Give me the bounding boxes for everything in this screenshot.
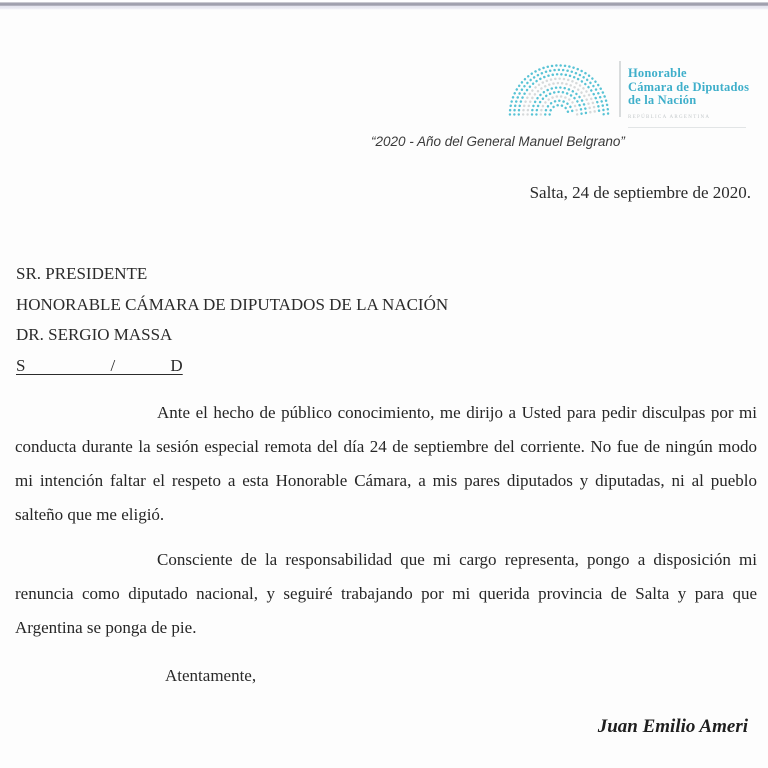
logo-divider — [619, 61, 621, 117]
recipient-title: SR. PRESIDENTE — [16, 264, 148, 283]
logo-title-line3: de la Nación — [628, 93, 697, 107]
recipient-institution: HONORABLE CÁMARA DE DIPUTADOS DE LA NACIÓN — [16, 294, 449, 314]
logo-title-line1: Honorable — [628, 66, 687, 80]
recipient-block — [16, 259, 448, 381]
date-line: Salta, 24 de septiembre de 2020. — [529, 183, 751, 202]
s-d-underline: S / D — [16, 355, 183, 375]
dotted-amphitheater-arch-icon — [506, 58, 612, 120]
logo-subtitle: REPÚBLICA ARGENTINA — [628, 111, 746, 129]
signature-name: Juan Emilio Ameri — [597, 716, 748, 737]
recipient-s-d-line — [16, 351, 448, 382]
chamber-of-deputies-logo — [506, 58, 749, 128]
recipient-name: DR. SERGIO MASSA — [16, 325, 173, 344]
year-motto: “2020 - Año del General Manuel Belgrano” — [371, 134, 625, 149]
top-border-band — [0, 0, 768, 10]
logo-title-line2: Cámara de Diputados — [628, 79, 750, 94]
logo-wordmark — [628, 58, 749, 128]
body-paragraph-2: Consciente de la responsabilidad que mi cargo representa, pongo a disposición mi renuncia como diputado nacional, y seguiré trabajando por mi querida provincia de Salta y para que Argentina se ponga de pie. — [15, 550, 757, 637]
body-paragraph-1: Ante el hecho de público conocimiento, me dirijo a Usted para pedir disculpas por mi conducta durante la sesión especial remota del día 24 de septiembre del corriente. No fue de ningún modo mi intención faltar el respeto a esta Honorable Cámara, a mis pares diputados y diputadas, ni al pueblo salteño que me eligió. — [15, 403, 757, 524]
closing-salutation: Atentamente, — [165, 666, 257, 685]
